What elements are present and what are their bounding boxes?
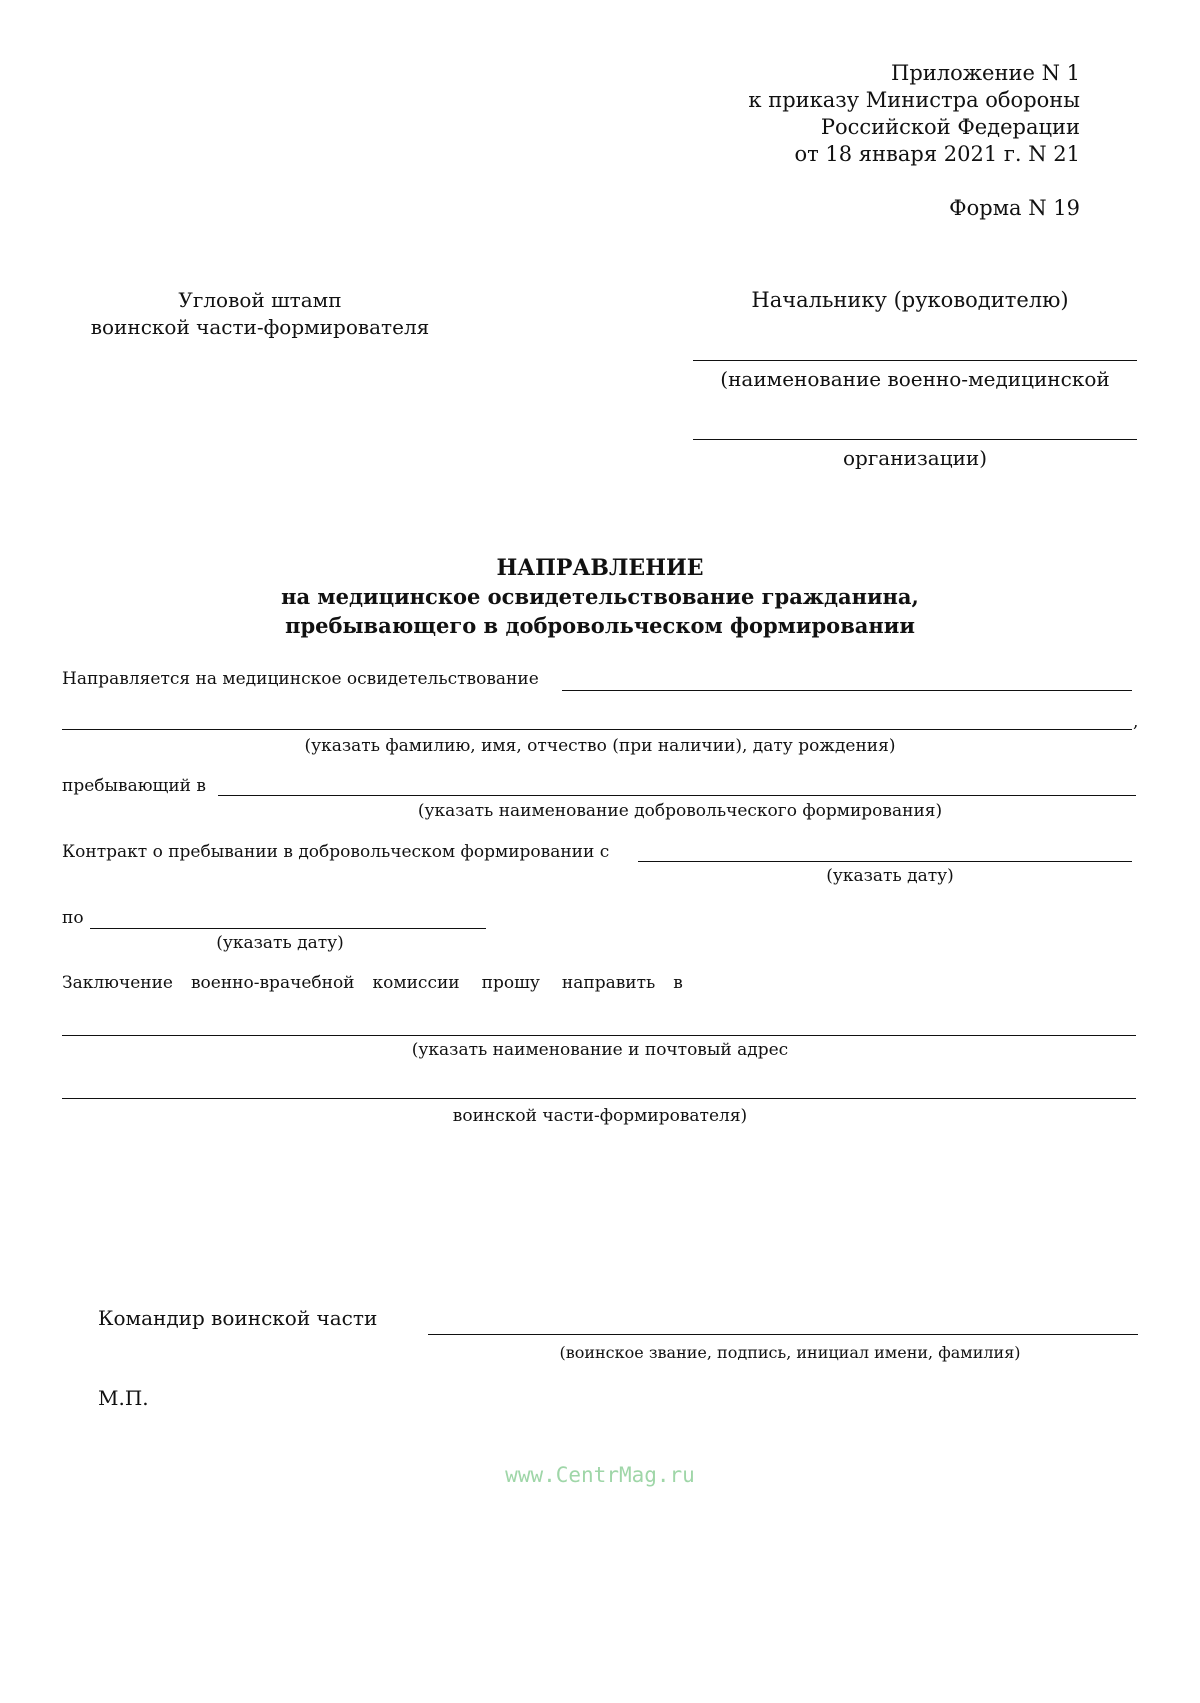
addressee-hint-2: организации) [842, 446, 988, 470]
staying-label: пребывающий в [62, 776, 206, 796]
appendix-line-4: от 18 января 2021 г. N 21 [794, 142, 1080, 166]
commander-label: Командир воинской части [98, 1306, 378, 1330]
addressee-label: Начальнику (руководителю) [751, 288, 1069, 312]
appendix-line-1: Приложение N 1 [891, 61, 1080, 85]
document-subtitle-2: пребывающего в добровольческом формировании [285, 613, 915, 638]
document-subtitle-1: на медицинское освидетельствование гражданина, [281, 584, 919, 609]
address-hint-2: воинской части-формирователя) [452, 1106, 748, 1126]
formation-hint: (указать наименование добровольческого формирования) [417, 801, 943, 821]
until-label: по [62, 908, 84, 928]
stamp-line-2: воинской части-формирователя [90, 315, 430, 339]
staying-line [218, 795, 1136, 796]
conclusion-word-5: направить [561, 973, 656, 993]
address-line-2 [62, 1098, 1136, 1099]
conclusion-word-4: прошу [481, 973, 540, 993]
addressee-line-1 [693, 360, 1137, 361]
conclusion-word-1: Заключение [62, 973, 173, 993]
address-line-1 [62, 1035, 1136, 1036]
appendix-line-3: Российской Федерации [820, 115, 1080, 139]
contract-label: Контракт о пребывании в добровольческом формировании с [62, 842, 610, 862]
conclusion-word-2: военно-врачебной [190, 973, 355, 993]
appendix-line-2: к приказу Министра обороны [748, 88, 1080, 112]
contract-from-line [638, 861, 1132, 862]
referred-label: Направляется на медицинское освидетельствование [62, 669, 539, 689]
form-number: Форма N 19 [949, 196, 1080, 220]
stamp-line-1: Угловой штамп [178, 288, 342, 312]
address-hint-1: (указать наименование и почтовый адрес [411, 1040, 789, 1060]
contract-until-line [90, 928, 486, 929]
conclusion-word-6: в [673, 973, 683, 993]
person-hint: (указать фамилию, имя, отчество (при наличии), дату рождения) [304, 736, 896, 756]
document-title: НАПРАВЛЕНИЕ [496, 555, 704, 581]
seal-label: М.П. [98, 1386, 149, 1410]
watermark-text: www.CentrMag.ru [505, 1463, 695, 1487]
person-comma: , [1133, 712, 1139, 732]
date-hint-1: (указать дату) [826, 866, 954, 886]
conclusion-request [62, 973, 683, 993]
conclusion-word-3: комиссии [372, 973, 460, 993]
referred-line [562, 690, 1132, 691]
addressee-line-2 [693, 439, 1137, 440]
addressee-hint-1: (наименование военно-медицинской [720, 367, 1110, 391]
signature-line [428, 1334, 1138, 1335]
signature-hint: (воинское звание, подпись, инициал имени, фамилия) [559, 1343, 1021, 1362]
date-hint-2: (указать дату) [216, 933, 344, 953]
appendix-header [680, 60, 1080, 168]
person-line [62, 729, 1132, 730]
